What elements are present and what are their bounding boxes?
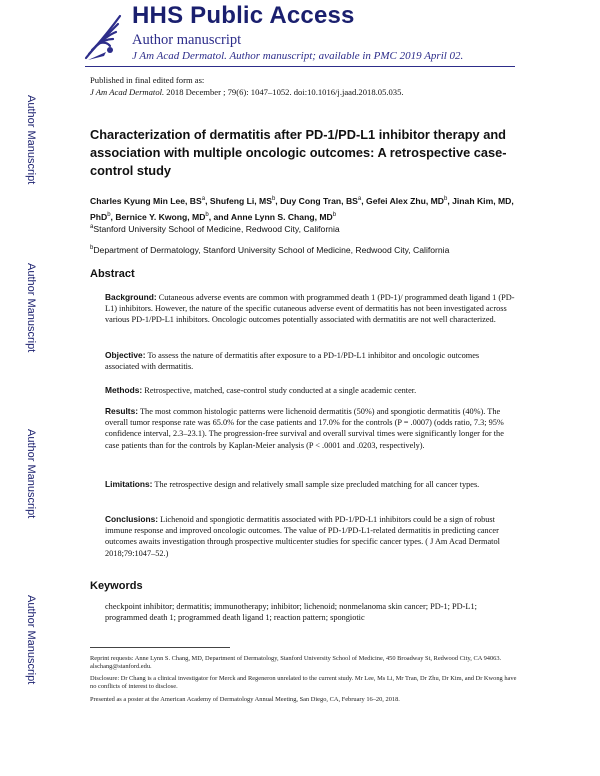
section-text: The most common histologic patterns were lichenoid dermatitis (50%) and spongiotic dermatitis (40%). The overall tumor response rate was 65.0% for the case patients and 17.0% for the controls (P = .0007) (odds ratio, 7.3; 95% confidence interval, 2.3–23.1). The progression-free survival and overall survival times were significantly longer for the case patients than for the controls by Kaplan-Meier analysis (P < .0001 and .0203, respectively). [105,407,504,450]
author-affiliation-mark: a [357,196,362,202]
section-label: Conclusions: [105,514,159,524]
author-name: Shufeng Li, MS [209,195,272,206]
author-separator: , [110,211,116,222]
section-label: Background: [105,292,157,302]
publication-info [90,74,404,98]
author-name: Anne Lynn S. Chang, MD [230,211,333,222]
side-label-author-manuscript: Author Manuscript [25,429,37,519]
abstract-limitations [105,479,515,490]
author-affiliation-mark: b [332,211,337,218]
keywords-list: checkpoint inhibitor; dermatitis; immunotherapy; inhibitor; lichenoid; nonmelanoma skin cancer; PD-1; PD-L1; programmed death 1; programmed death ligand 1; reaction pattern; spongiotic [105,602,477,623]
citation-details: 2018 December ; 79(6): 1047–1052. doi:10.1016/j.jaad.2018.05.035. [164,87,404,97]
footnote-divider [90,647,230,648]
author-separator: , [275,195,281,206]
author-name: Jinah Kim, MD, PhD [90,195,514,222]
affiliation-text: Stanford University School of Medicine, Redwood City, California [93,224,340,234]
citation-journal: J Am Acad Dermatol. [90,87,165,97]
abstract-heading: Abstract [90,268,135,280]
published-citation [90,86,404,98]
section-text: Lichenoid and spongiotic dermatitis associated with PD-1/PD-L1 inhibitors could be a sign of robust immune response and improved oncologic outcomes. The value of PD-1/PD-L1-related dermatitis in predicting cancer outcomes awaits investigation through prospective multicenter studies for specific cancer types. ( J Am Acad Dermatol 2018;79:1047–52.) [105,515,500,558]
keywords-heading: Keywords [90,580,143,592]
section-text: To assess the nature of dermatitis after exposure to a PD-1/PD-L1 inhibitor and oncologic outcomes associated with dermatitis. [105,351,480,372]
footnote-presentation: Presented as a poster at the American Academy of Dermatology Annual Meeting, San Diego, CA, February 16–20, 2018. [90,696,400,703]
author-name: Duy Cong Tran, BS [280,195,358,206]
section-text: Retrospective, matched, case-control study conducted at a single academic center. [144,386,417,395]
abstract-objective [105,350,515,372]
section-label: Results: [105,406,139,416]
footnote-reprint: Reprint requests: Anne Lynn S. Chang, MD, Department of Dermatology, Stanford University School of Medicine, 450 Broadway St, Redwood City, CA 94063. alschang@stanford.edu. [90,655,502,671]
author-separator: , [205,195,210,206]
published-label: Published in final edited form as: [90,75,205,85]
abstract-methods [105,385,515,396]
author-affiliation-mark: b [271,196,276,202]
author-separator: , [361,195,367,206]
abstract-results [105,406,515,451]
hhs-public-access-title: HHS Public Access [132,2,355,29]
author-affiliation-mark: b [444,196,448,202]
author-name: Gefei Alex Zhu, MD [366,195,445,206]
section-label: Limitations: [105,479,153,489]
affiliation-text: Department of Dermatology, Stanford University School of Medicine, Redwood City, California [93,245,450,255]
affiliation-a [90,224,530,234]
author-list [90,192,530,224]
author-affiliation-mark: a [201,196,206,202]
section-label: Objective: [105,350,146,360]
side-label-author-manuscript: Author Manuscript [25,95,37,185]
author-separator: , [447,195,453,206]
author-manuscript-subtitle: Author manuscript [132,32,242,48]
author-affiliation-mark: b [205,211,209,218]
author-affiliation-mark: b [107,211,111,218]
section-text: The retrospective design and relatively small sample size precluded matching for all cancer types. [154,480,480,489]
author-separator: , and [208,211,231,222]
side-label-author-manuscript: Author Manuscript [25,595,37,685]
affiliation-b [90,245,530,255]
side-label-author-manuscript: Author Manuscript [25,263,37,353]
section-text: Cutaneous adverse events are common with programmed death 1 (PD-1)/ programmed death ligand 1 (PD-L1) inhibitors. However, the nature of the specific cutaneous adverse event of dermatitis has not been investigated across various PD-1/PD-L1 inhibitors. Oncologic outcomes potentially associated with dermatitis are not well characterized. [105,293,515,325]
abstract-background [105,292,515,326]
abstract-conclusions [105,514,515,559]
author-name: Bernice Y. Kwong, MD [115,211,206,222]
section-label: Methods: [105,385,143,395]
article-title: Characterization of dermatitis after PD-1/PD-L1 inhibitor therapy and association with multiple oncologic outcomes: A retrospective case-control study [90,127,507,178]
affiliation-key: a [90,224,94,231]
affiliation-key: b [90,245,94,252]
author-name: Charles Kyung Min Lee, BS [90,195,202,206]
footnote-disclosure: Disclosure: Dr Chang is a clinical investigator for Merck and Regeneron unrelated to the current study. Mr Lee, Ms Li, Mr Tran, Dr Zhu, Dr Kim, and Dr Kwong have no conflicts of interest to disclose. [90,675,517,691]
header-divider [85,66,515,67]
hhs-eagle-logo-icon [80,8,126,64]
journal-availability-line: J Am Acad Dermatol. Author manuscript; available in PMC 2019 April 02. [132,50,464,62]
